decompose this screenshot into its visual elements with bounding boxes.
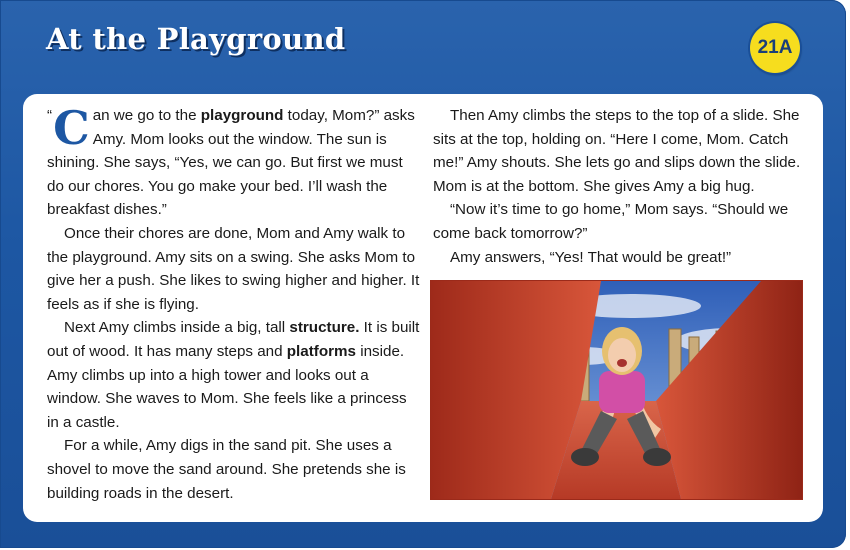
story-text: Once their chores are done, Mom and Amy walk to the playground. Amy sits on a swing. She asks Mom to give her a push. She likes to swing higher and higher. It feels as if she is flying.	[47, 224, 420, 313]
story-text: For a while, Amy digs in the sand pit. She uses a shovel to move the sand around. She pretends she is building roads in the desert.	[47, 437, 406, 502]
story-paragraph-6	[433, 198, 809, 245]
story-column-right	[433, 104, 809, 269]
story-text: “Now it’s time to go home,” Mom says. “Should we come back tomorrow?”	[433, 201, 789, 242]
lesson-badge: 21A	[750, 23, 800, 73]
story-text: an we go to the	[92, 107, 201, 124]
vocab-word: structure.	[289, 319, 360, 337]
story-text: It is built out of wood. It has many steps and	[47, 319, 420, 360]
story-paragraph-4	[47, 434, 421, 505]
story-text: inside. Amy climbs up into a high tower and looks out a window. She waves to Mom. She feels like a princess in a castle.	[47, 342, 407, 431]
story-text: Amy answers, “Yes! That would be great!”	[450, 248, 732, 266]
girl-on-slide-photo	[430, 280, 803, 500]
story-paragraph-5	[433, 104, 809, 198]
vocab-word: platforms	[286, 342, 356, 360]
vocab-word: playground	[200, 107, 284, 124]
story-paragraph-3	[47, 316, 421, 434]
story-text: Then Amy climbs the steps to the top of a slide. She sits at the top, holding on. “Here I come, Mom. Catch me!” Amy shouts. She lets go and slips down the slide. Mom is at the bottom. She gives Amy a big hug.	[433, 107, 801, 195]
story-column-left	[47, 101, 421, 505]
drop-cap: C	[53, 101, 90, 155]
story-paragraph-7	[433, 246, 809, 270]
story-text: today, Mom?” asks Amy. Mom looks out the window. The sun is shining. She says, “Yes, we can go. But first we must do our chores. You go make your bed. I’ll wash the breakfast dishes.”	[47, 107, 415, 219]
story-paragraph-1	[47, 101, 421, 222]
story-paragraph-2	[47, 222, 421, 316]
story-text: Next Amy climbs inside a big, tall	[64, 319, 290, 337]
story-panel	[23, 94, 823, 522]
page-title: At the Playground	[46, 22, 346, 56]
open-quote: “	[47, 107, 53, 124]
photo-illustration	[431, 281, 802, 499]
